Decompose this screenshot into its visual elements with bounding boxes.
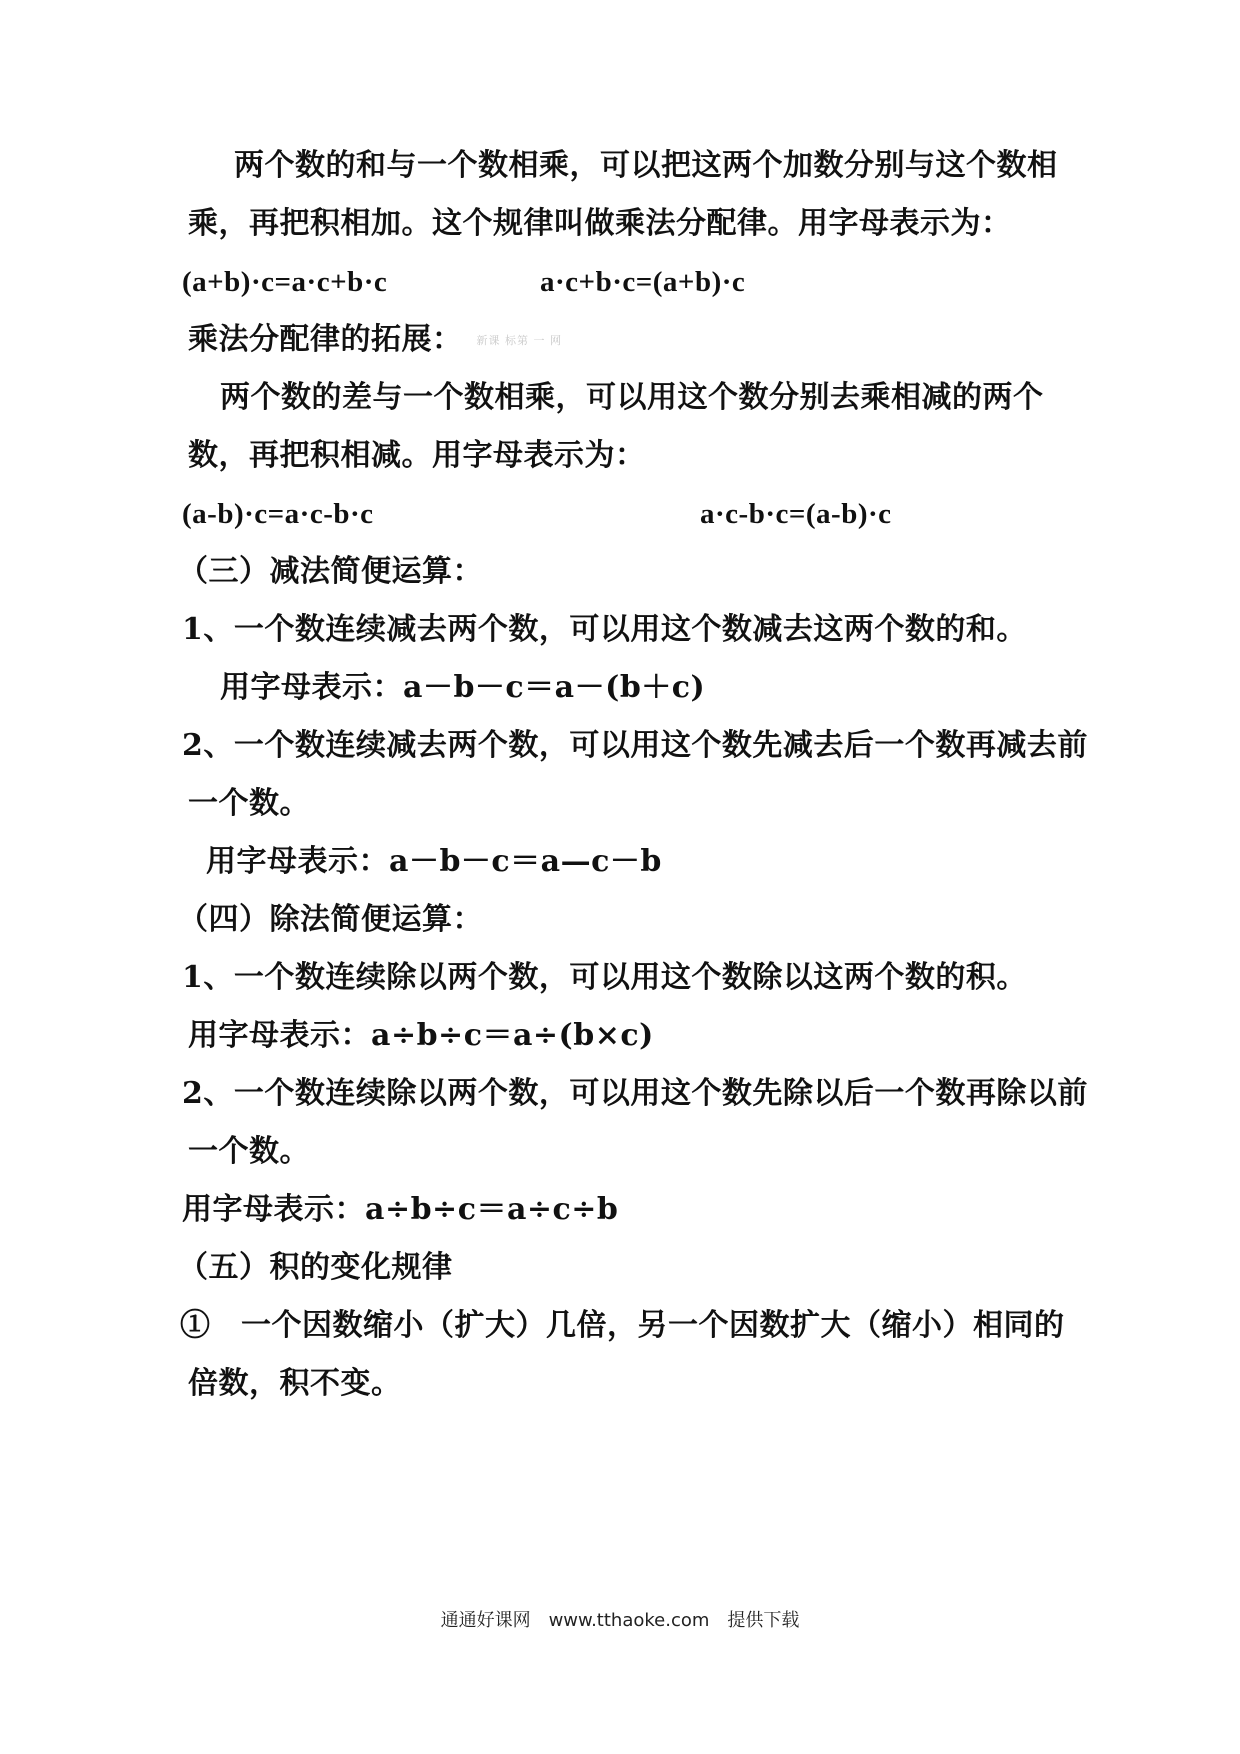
extension-title: 乘法分配律的拓展： bbox=[188, 322, 463, 357]
paragraph-difference-line-1: 两个数的差与一个数相乘，可以用这个数分别去乘相减的两个 bbox=[220, 380, 1044, 415]
page-footer: 通通好课网 www.tthaoke.com 提供下载 bbox=[440, 1610, 800, 1631]
subtraction-rule-2-line-1: 2、一个数连续减去两个数，可以用这个数先减去后一个数再减去前 bbox=[182, 728, 1088, 763]
division-rule-2-formula: 用字母表示：a÷b÷c＝a÷c÷b bbox=[182, 1192, 619, 1227]
product-rule-1-line-2: 倍数，积不变。 bbox=[188, 1366, 402, 1401]
formula-difference-left: (a-b)·c=a·c-b·c bbox=[182, 498, 374, 530]
faint-watermark-text: 新课 标第 一 网 bbox=[476, 334, 562, 347]
extension-heading bbox=[188, 322, 562, 359]
division-rule-2-line-1: 2、一个数连续除以两个数，可以用这个数先除以后一个数再除以前 bbox=[182, 1076, 1088, 1111]
formula-distributive-right: a·c+b·c=(a+b)·c bbox=[540, 266, 746, 298]
division-rule-2-line-2: 一个数。 bbox=[188, 1134, 310, 1169]
paragraph-distributive-line-1: 两个数的和与一个数相乘，可以把这两个加数分别与这个数相 bbox=[234, 148, 1058, 183]
section-division-title: （四）除法简便运算： bbox=[178, 902, 483, 937]
subtraction-rule-1-formula: 用字母表示：a－b－c＝a－(b＋c) bbox=[220, 670, 706, 705]
subtraction-rule-2-formula: 用字母表示：a－b－c＝a—c－b bbox=[206, 844, 662, 879]
section-product-title: （五）积的变化规律 bbox=[178, 1250, 453, 1285]
formula-difference-right: a·c-b·c=(a-b)·c bbox=[700, 498, 892, 530]
division-rule-1-formula: 用字母表示：a÷b÷c＝a÷(b×c) bbox=[188, 1018, 654, 1053]
formula-distributive-left: (a+b)·c=a·c+b·c bbox=[182, 266, 388, 298]
subtraction-rule-2-line-2: 一个数。 bbox=[188, 786, 310, 821]
section-subtraction-title: （三）减法简便运算： bbox=[178, 554, 483, 589]
paragraph-distributive-line-2: 乘，再把积相加。这个规律叫做乘法分配律。用字母表示为： bbox=[188, 206, 1012, 241]
paragraph-difference-line-2: 数，再把积相减。用字母表示为： bbox=[188, 438, 646, 473]
subtraction-rule-1: 1、一个数连续减去两个数，可以用这个数减去这两个数的和。 bbox=[182, 612, 1027, 647]
product-rule-1-line-1: ① 一个因数缩小（扩大）几倍，另一个因数扩大（缩小）相同的 bbox=[180, 1308, 1065, 1343]
division-rule-1: 1、一个数连续除以两个数，可以用这个数除以这两个数的积。 bbox=[182, 960, 1027, 995]
